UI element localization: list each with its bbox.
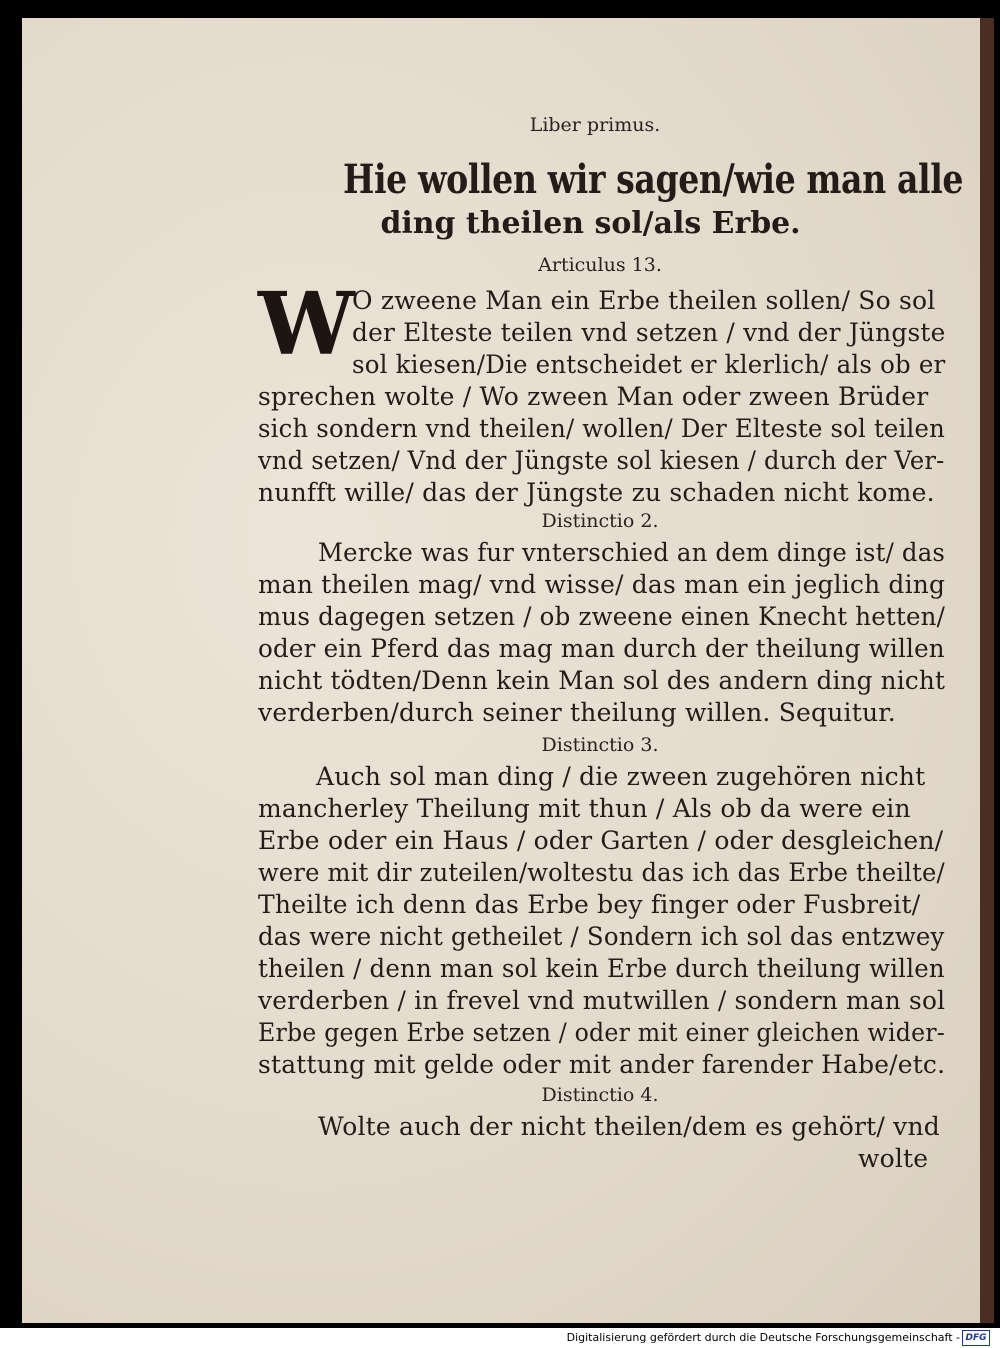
book-edge xyxy=(980,18,994,1323)
running-head: Liber primus. xyxy=(529,114,661,136)
dfg-logo-icon: DFG xyxy=(962,1330,990,1346)
text-line: der Elteste teilen vnd setzen / vnd der Jüngste xyxy=(352,318,946,347)
text-line: were mit dir zuteilen/woltestu das ich das Erbe theilte/ xyxy=(258,858,945,887)
text-line: Wolte auch der nicht theilen/dem es gehört/ vnd xyxy=(318,1112,940,1141)
text-line: nunfft wille/ das der Jüngste zu schaden nicht kome. xyxy=(258,478,935,507)
chapter-title-line-1: Hie wollen wir sagen/wie man alle xyxy=(343,156,964,203)
text-line: nicht tödten/Denn kein Man sol des andern ding nicht xyxy=(258,666,946,695)
text-line: vnd setzen/ Vnd der Jüngste sol kiesen / durch der Ver- xyxy=(258,446,945,475)
text-line: man theilen mag/ vnd wisse/ das man ein jeglich ding xyxy=(258,570,946,599)
text-line: Mercke was fur vnterschied an dem dinge ist/ das xyxy=(318,538,946,567)
text-line: das were nicht getheilet / Sondern ich sol das entzwey xyxy=(258,922,945,951)
text-line: O zweene Man ein Erbe theilen sollen/ So sol xyxy=(352,286,936,315)
distinctio-4-heading: Distinctio 4. xyxy=(541,1084,659,1106)
distinctio-2-heading: Distinctio 2. xyxy=(541,510,659,532)
text-line: Erbe gegen Erbe setzen / oder mit einer gleichen wider- xyxy=(258,1018,945,1047)
text-line: mancherley Theilung mit thun / Als ob da were ein xyxy=(258,794,911,823)
text-line: Erbe oder ein Haus / oder Garten / oder desgleichen/ xyxy=(258,826,944,855)
footer-credit: Digitalisierung gefördert durch die Deutsche Forschungsgemeinschaft - xyxy=(566,1331,960,1344)
text-line: mus dagegen setzen / ob zweene einen Knecht hetten/ xyxy=(258,602,946,631)
text-line: verderben/durch seiner theilung willen. Sequitur. xyxy=(258,698,896,727)
text-line: verderben / in frevel vnd mutwillen / sondern man sol xyxy=(258,986,946,1015)
distinctio-3-heading: Distinctio 3. xyxy=(541,734,659,756)
footer-bar xyxy=(0,1328,1000,1348)
chapter-title-line-2: ding theilen sol/als Erbe. xyxy=(380,206,801,241)
text-line: theilen / denn man sol kein Erbe durch theilung willen xyxy=(258,954,945,983)
text-line: sich sondern vnd theilen/ wollen/ Der Elteste sol teilen xyxy=(258,414,945,443)
decorated-initial: W xyxy=(258,274,355,375)
text-line: oder ein Pferd das mag man durch der theilung willen xyxy=(258,634,945,663)
article-number: Articulus 13. xyxy=(538,254,662,276)
catchword: wolte xyxy=(858,1144,929,1173)
text-line: Auch sol man ding / die zween zugehören nicht xyxy=(316,762,926,791)
text-line: Theilte ich denn das Erbe bey finger oder Fusbreit/ xyxy=(258,890,921,919)
text-line: sprechen wolte / Wo zween Man oder zween Brüder xyxy=(258,382,929,411)
text-line: sol kiesen/Die entscheidet er klerlich/ als ob er xyxy=(352,350,946,379)
text-line: stattung mit gelde oder mit ander farender Habe/etc. xyxy=(258,1050,946,1079)
